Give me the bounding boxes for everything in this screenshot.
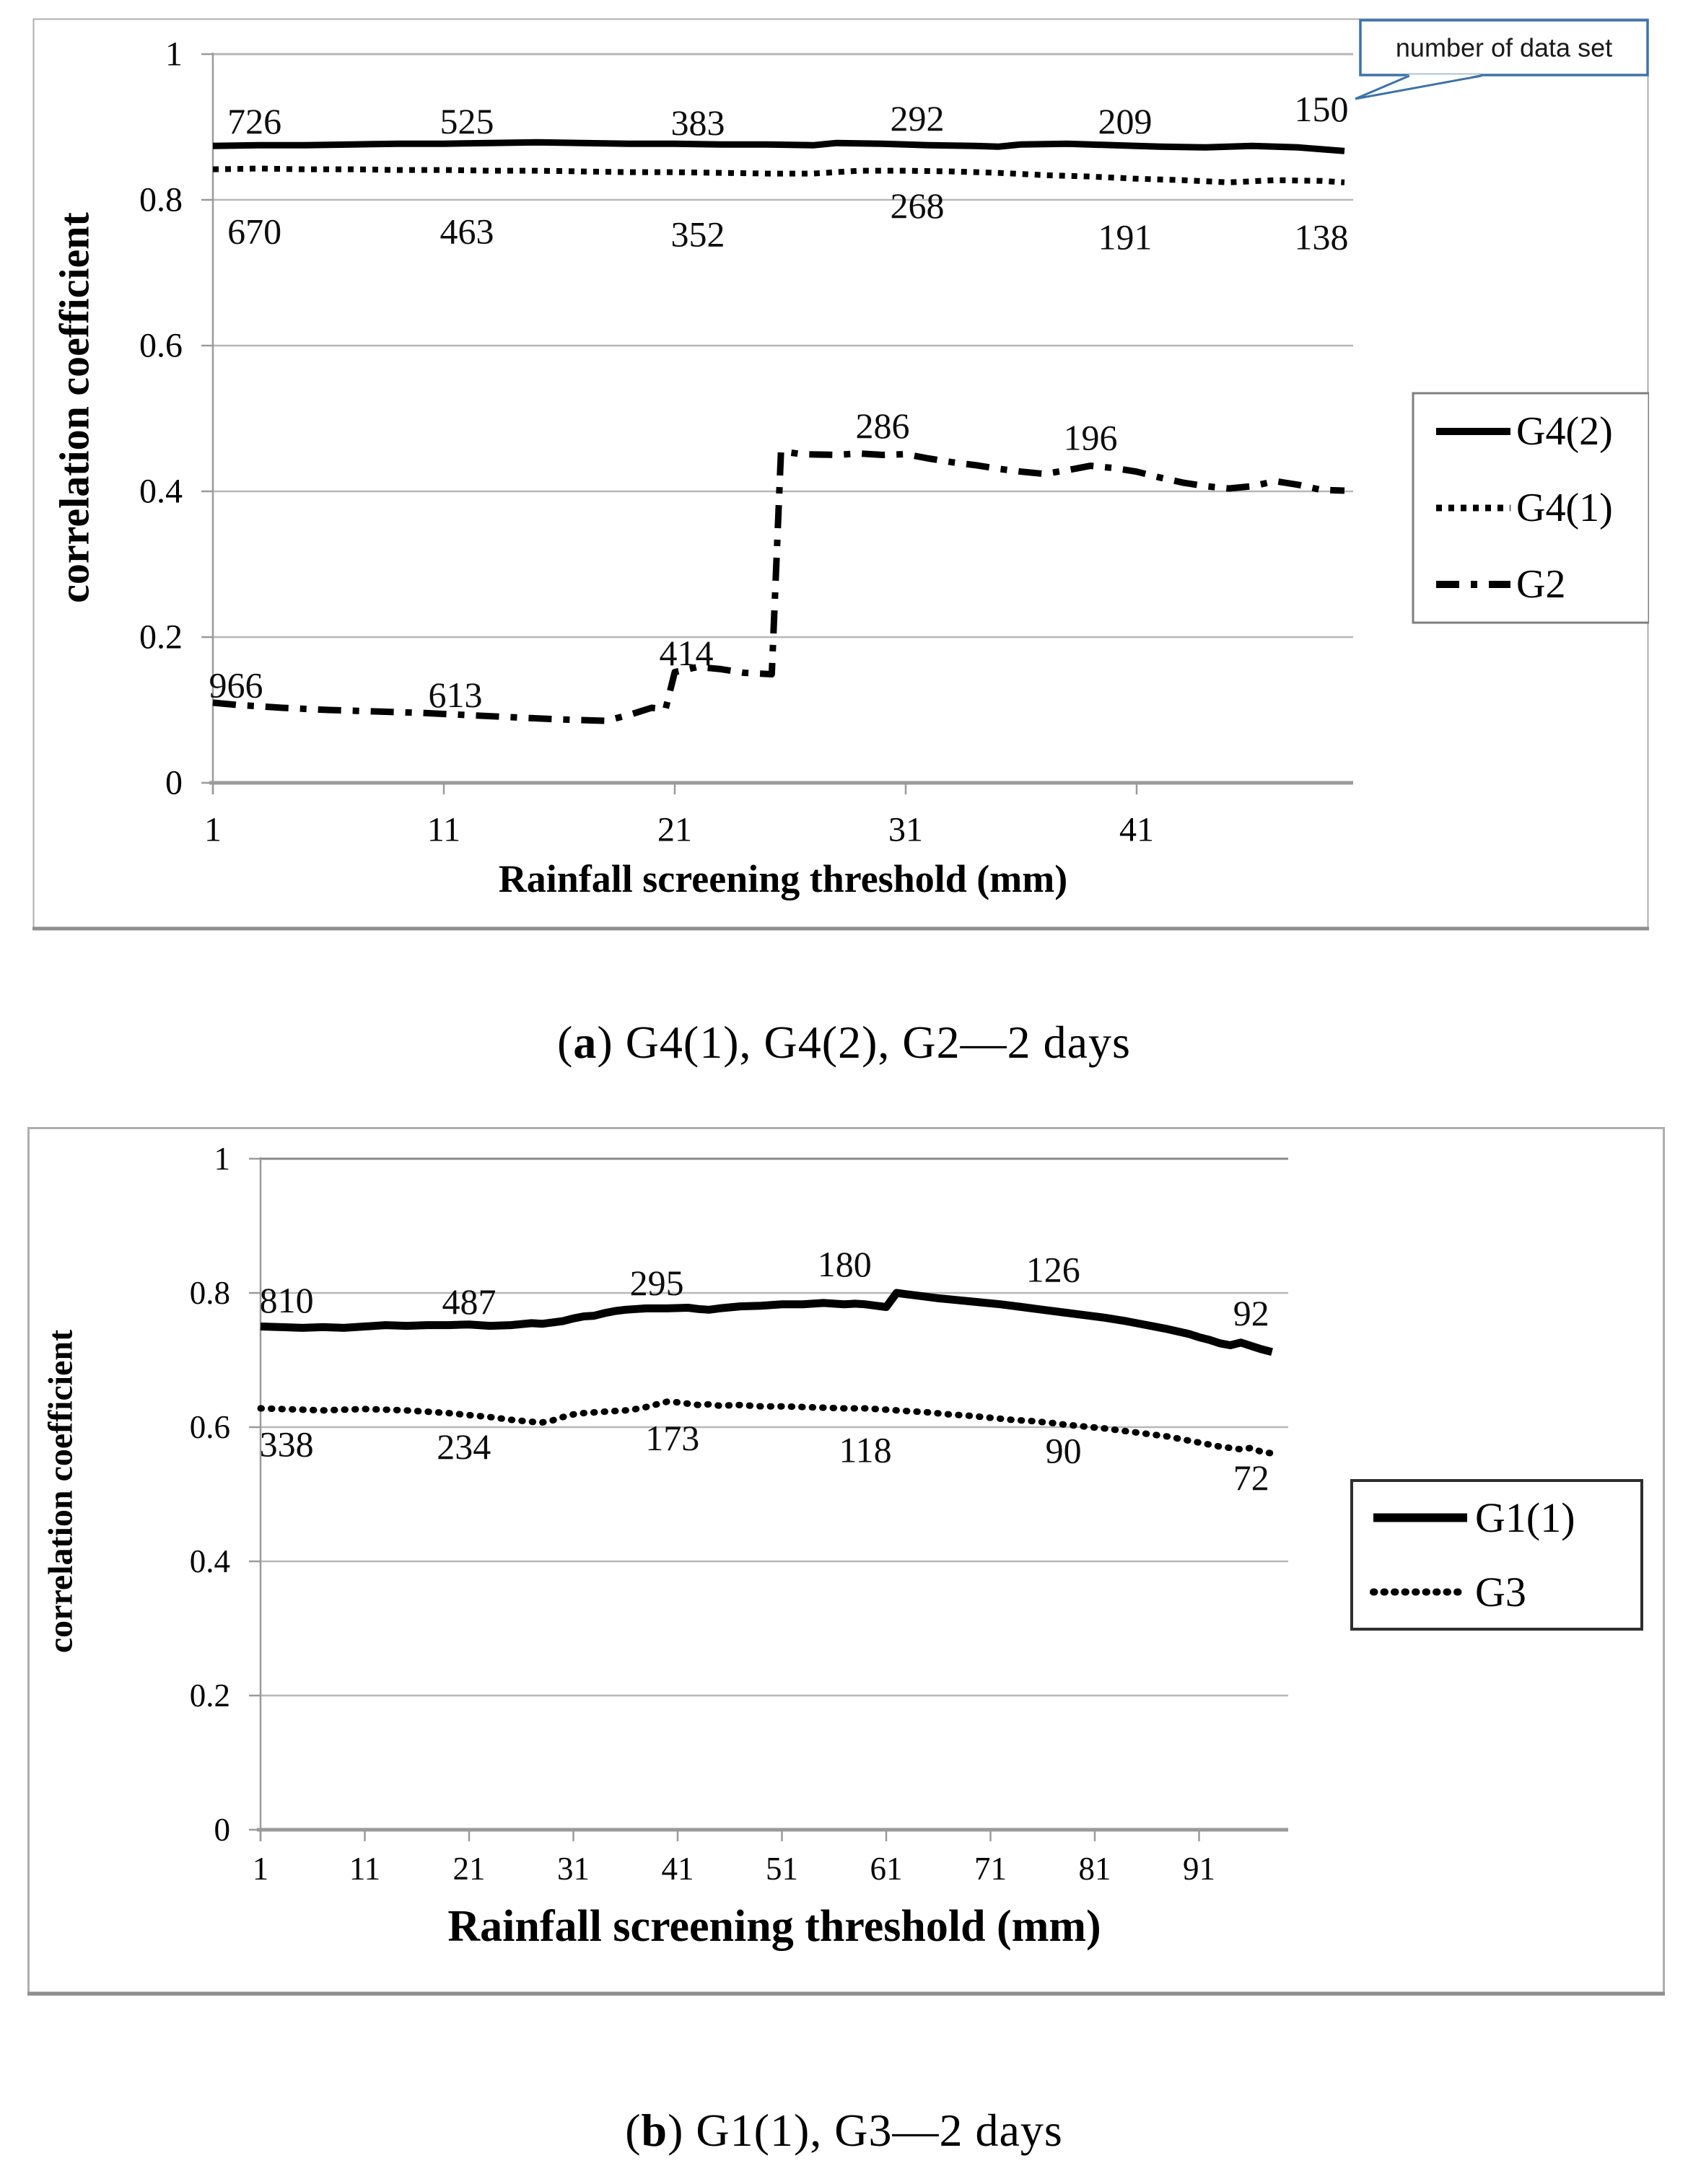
data-label-126: 126 [1026,1249,1080,1290]
y-tick-label: 0.8 [139,180,183,219]
x-axis-title: Rainfall screening threshold (mm) [447,1902,1101,1951]
caption-a [0,1016,1688,1069]
y-tick-label: 0.4 [139,472,183,511]
data-label-726: 726 [227,100,282,141]
x-tick-label: 1 [252,1851,269,1887]
legend-label-g4-1: G4(1) [1516,486,1613,530]
chart-b-line-chart [27,1127,1665,1996]
callout-text: number of data set [1395,32,1613,63]
caption-b [0,2104,1688,2157]
data-label-234: 234 [437,1426,491,1467]
x-tick-label: 51 [766,1851,798,1887]
data-label-414: 414 [659,633,714,674]
data-label-613: 613 [428,674,483,715]
y-tick-label: 0.6 [139,326,183,365]
y-tick-label: 0.6 [189,1409,230,1445]
x-tick-label: 91 [1183,1851,1215,1887]
y-tick-label: 1 [165,35,183,74]
caption-b-prefix: ( [625,2105,642,2156]
x-tick-label: 71 [974,1851,1007,1887]
chart-a-line-chart [32,18,1649,931]
data-label-92: 92 [1233,1292,1269,1333]
data-label-191: 191 [1098,216,1153,258]
legend-label-g4-2: G4(2) [1516,409,1613,454]
data-label-268: 268 [890,185,945,227]
caption-b-text: ) G1(1), G3—2 days [668,2105,1063,2156]
data-label-525: 525 [440,100,494,141]
legend-label-g2: G2 [1516,562,1566,607]
x-tick-label: 11 [427,810,461,849]
chart-panel-b [27,1127,1665,1996]
caption-a-prefix: ( [557,1017,574,1068]
y-tick-label: 0.4 [189,1543,230,1579]
y-tick-label: 0.8 [189,1275,230,1311]
y-tick-label: 0.2 [139,618,183,657]
data-label-352: 352 [670,214,725,255]
data-label-295: 295 [629,1263,684,1304]
data-label-118: 118 [839,1429,892,1470]
data-label-487: 487 [442,1281,497,1323]
data-label-196: 196 [1063,417,1118,458]
data-label-463: 463 [440,211,494,252]
x-tick-label: 41 [661,1851,694,1887]
data-label-966: 966 [209,665,263,706]
legend-label-g3: G3 [1475,1569,1526,1615]
data-label-150: 150 [1294,88,1349,129]
data-label-338: 338 [259,1424,314,1465]
caption-b-letter: b [641,2105,668,2156]
data-label-173: 173 [645,1417,700,1458]
data-label-180: 180 [817,1244,872,1285]
y-axis-title: correlation coefficient [41,1329,80,1654]
data-label-90: 90 [1045,1430,1082,1471]
data-label-209: 209 [1098,100,1153,141]
y-tick-label: 1 [214,1141,230,1177]
x-tick-label: 1 [204,810,222,849]
panel-border [34,19,1648,930]
x-tick-label: 21 [657,810,692,849]
x-tick-label: 21 [452,1851,486,1887]
data-label-138: 138 [1294,216,1349,258]
data-label-383: 383 [670,102,725,143]
data-label-670: 670 [227,211,282,252]
caption-a-text: ) G4(1), G4(2), G2—2 days [597,1017,1131,1068]
x-tick-label: 81 [1078,1851,1111,1887]
x-tick-label: 11 [349,1851,381,1887]
y-axis-title: correlation coefficient [51,212,98,603]
data-label-72: 72 [1233,1457,1269,1498]
y-tick-label: 0.2 [189,1678,230,1714]
legend-label-g1-1: G1(1) [1475,1494,1575,1541]
y-tick-label: 0 [214,1812,230,1848]
x-tick-label: 41 [1119,810,1154,849]
x-axis-title: Rainfall screening threshold (mm) [498,857,1068,900]
data-label-286: 286 [855,405,910,447]
x-tick-label: 31 [557,1851,590,1887]
x-tick-label: 61 [870,1851,903,1887]
caption-a-letter: a [573,1017,598,1068]
data-label-292: 292 [890,97,945,139]
chart-panel-a [32,18,1649,931]
y-tick-label: 0 [165,763,183,802]
x-tick-label: 31 [888,810,923,849]
data-label-810: 810 [259,1280,314,1321]
